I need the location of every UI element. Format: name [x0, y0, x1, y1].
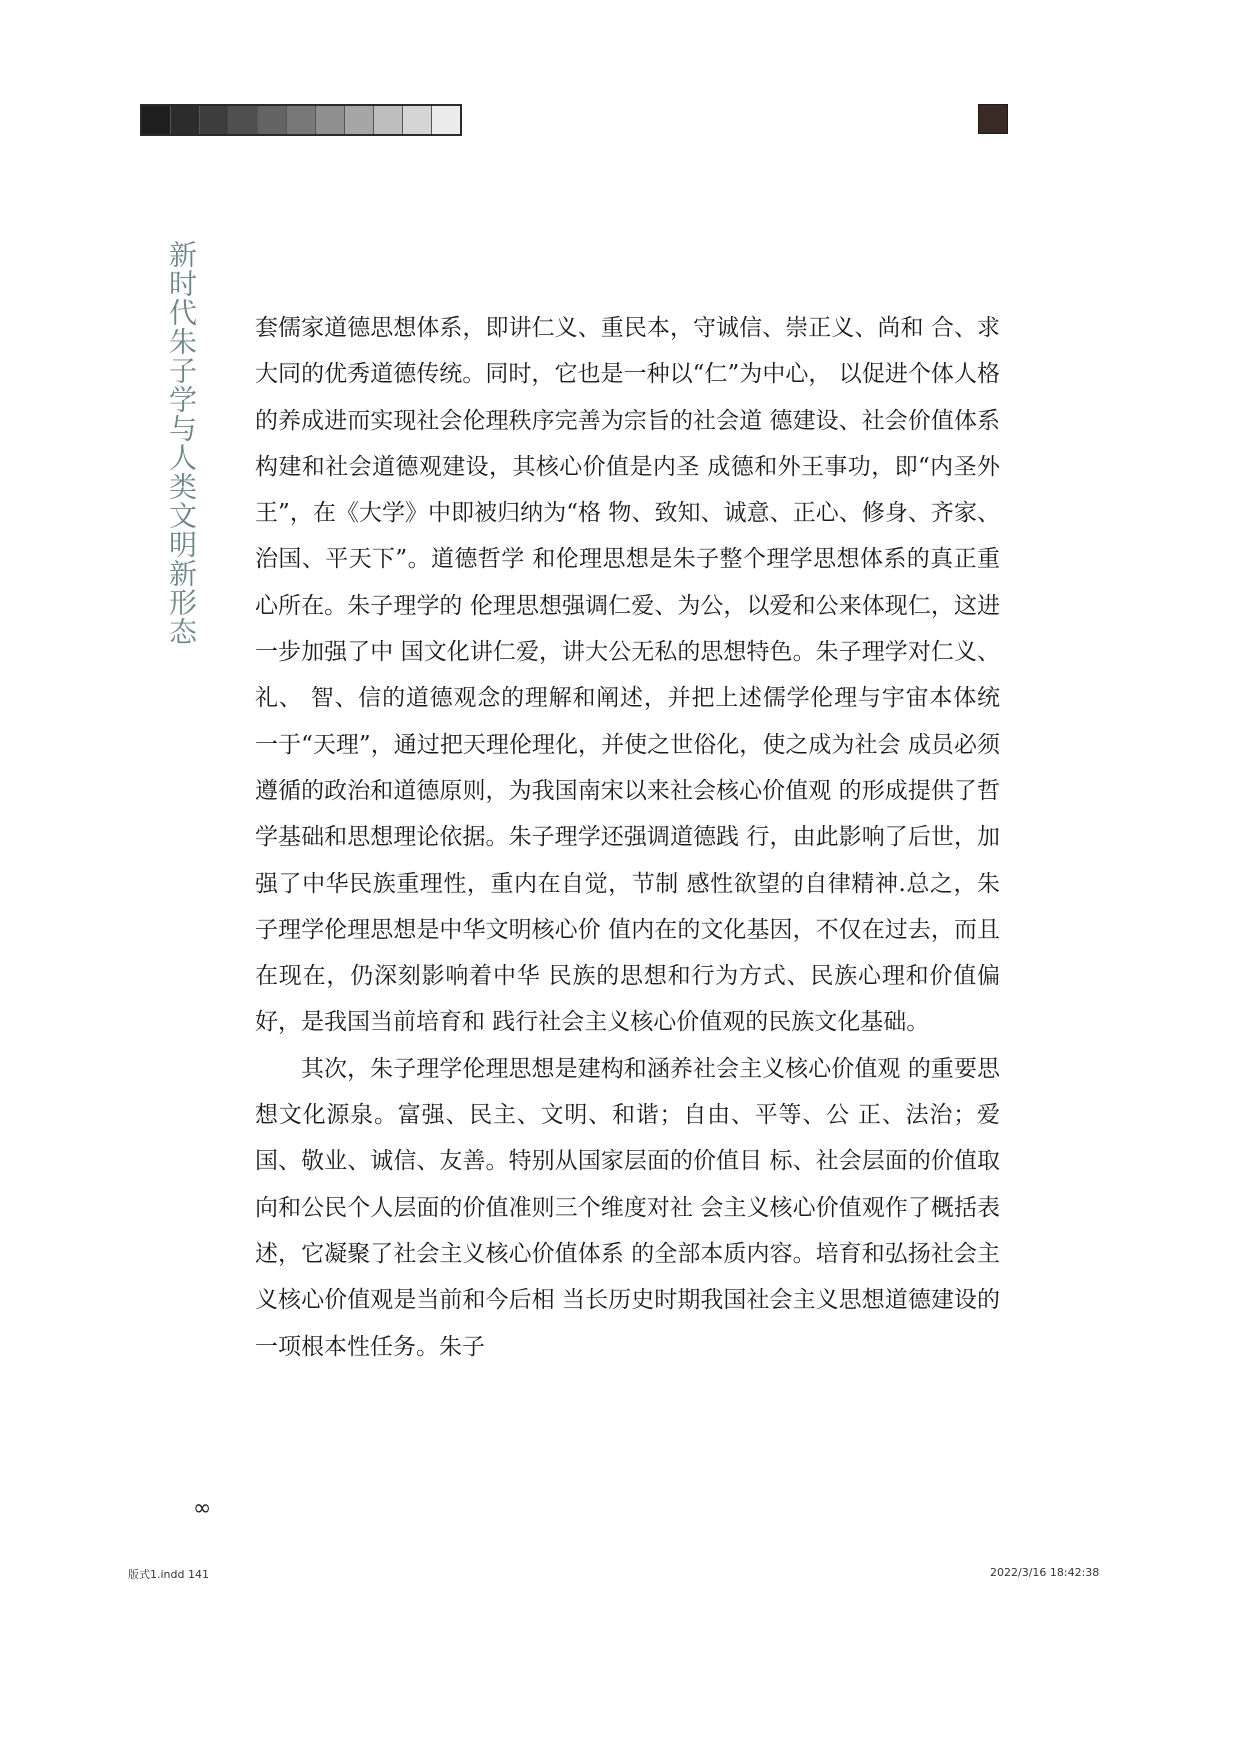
gray-swatch-1	[142, 106, 171, 134]
grayscale-calibration-bar	[140, 104, 462, 136]
gray-swatch-9	[374, 106, 403, 134]
footer-file-name: 版式1.indd 141	[128, 1568, 209, 1581]
body-text	[255, 305, 1000, 1370]
footer-timestamp: 2022/3/16 18:42:38	[990, 1566, 1100, 1579]
page-number: ∞	[193, 1496, 212, 1521]
paragraph-second: 其次，朱子理学伦理思想是建构和涵养社会主义核心价值观 的重要思想文化源泉。富强、民主、文明、和谐；自由、平等、公 正、法治；爱国、敬业、诚信、友善。特别从国家层面的价值目 标、社会层面的价值取向和公民个人层面的价值准则三个维度对社 会主义核心价值观作了概括表述，它凝聚了社会主义核心价值体系 的全部本质内容。培育和弘扬社会主义核心价值观是当前和今后相 当长历史时期我国社会主义思想道德建设的一项根本性任务。朱子	[255, 1055, 1000, 1360]
gray-swatch-10	[403, 106, 432, 134]
gray-swatch-5	[258, 106, 287, 134]
gray-swatch-6	[287, 106, 316, 134]
paragraph-continued: 套儒家道德思想体系，即讲仁义、重民本，守诚信、崇正义、尚和 合、求大同的优秀道德传统。同时，它也是一种以“仁”为中心， 以促进个体人格的养成进而实现社会伦理秩序完善为宗旨的社会道 德建设、社会价值体系构建和社会道德观建设，其核心价值是内圣 成德和外王事功，即“内圣外王”，在《大学》中即被归纳为“格 物、致知、诚意、正心、修身、齐家、治国、平天下”。道德哲学 和伦理思想是朱子整个理学思想体系的真正重心所在。朱子理学的 伦理思想强调仁爱、为公，以爱和公来体现仁，这进一步加强了中 国文化讲仁爱，讲大公无私的思想特色。朱子理学对仁义、礼、 智、信的道德观念的理解和阐述，并把上述儒学伦理与宇宙本体统 一于“天理”，通过把天理伦理化，并使之世俗化，使之成为社会 成员必须遵循的政治和道德原则，为我国南宋以来社会核心价值观 的形成提供了哲学基础和思想理论依据。朱子理学还强调道德践 行，由此影响了后世，加强了中华民族重理性，重内在自觉，节制 感性欲望的自律精神.总之，朱子理学伦理思想是中华文明核心价 值内在的文化基因，不仅在过去，而且在现在，仍深刻影响着中华 民族的思想和行为方式、民族心理和价值偏好，是我国当前培育和 践行社会主义核心价值观的民族文化基础。	[255, 315, 1000, 1036]
gray-swatch-11	[432, 106, 460, 134]
gray-swatch-4	[229, 106, 258, 134]
gray-swatch-8	[345, 106, 374, 134]
corner-registration-mark	[978, 104, 1008, 134]
gray-swatch-7	[316, 106, 345, 134]
gray-swatch-2	[171, 106, 200, 134]
running-title-vertical: 新时代朱子学与人类文明新形态	[165, 240, 198, 646]
gray-swatch-3	[200, 106, 229, 134]
